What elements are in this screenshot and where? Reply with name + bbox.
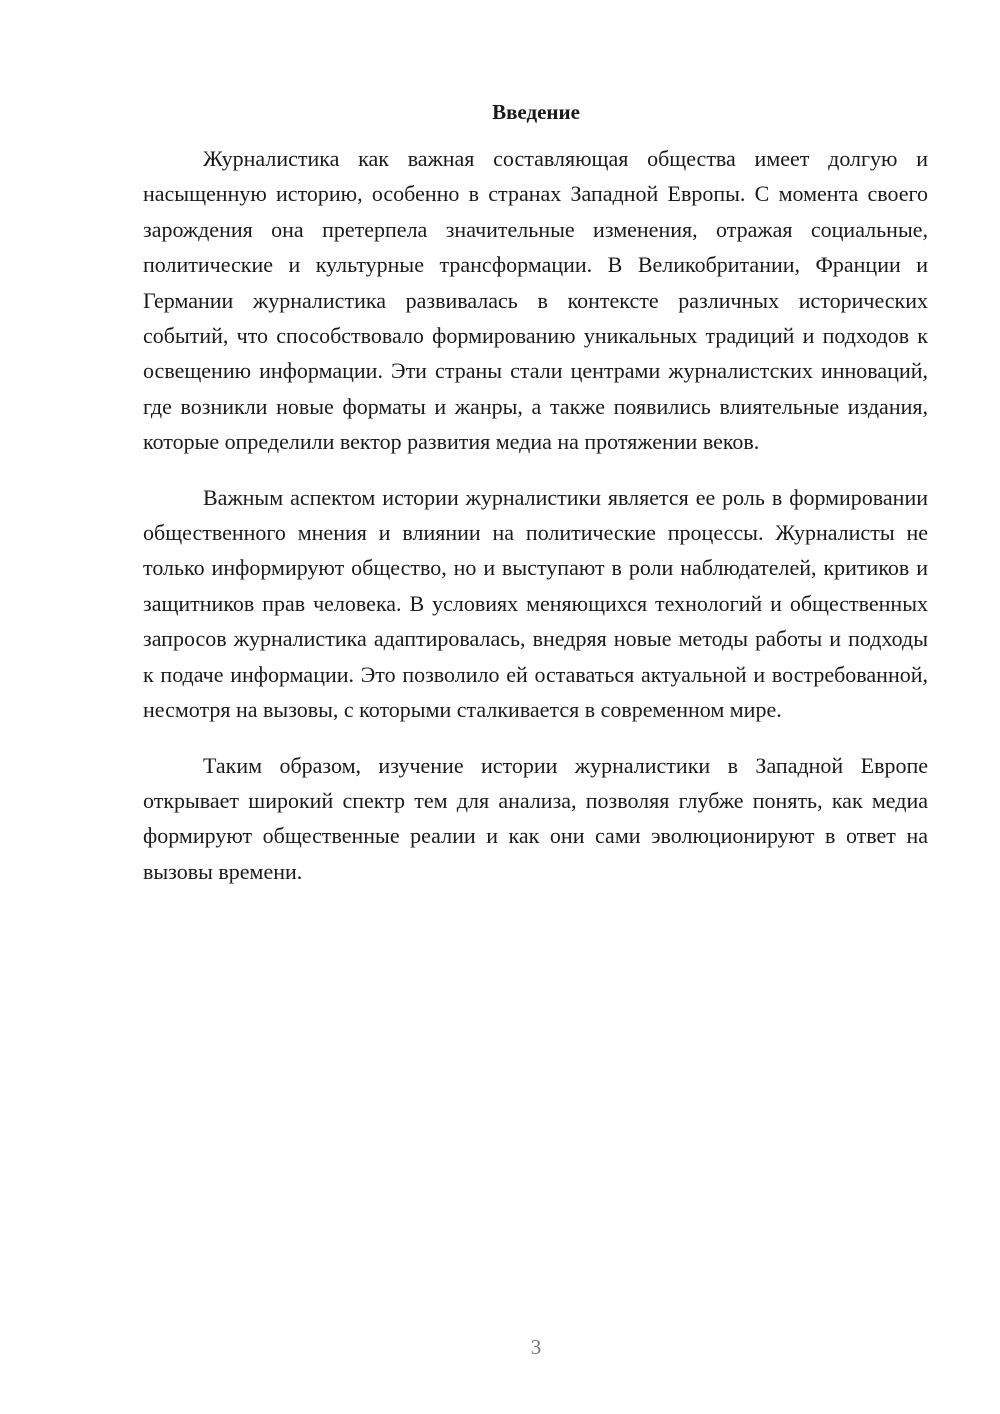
document-body [143, 141, 928, 889]
paragraph-1: Журналистика как важная составляющая общества имеет долгую и насыщенную историю, особенно в странах Западной Европы. С момента своего зарождения она претерпела значительные изменения, отражая социальные, политические и культурные трансформации. В Великобритании, Франции и Германии журналистика развивалась в контексте различных исторических событий, что способствовало формированию уникальных традиций и подходов к освещению информации. Эти страны стали центрами журналистских инноваций, где возникли новые форматы и жанры, а также появились влиятельные издания, которые определили вектор развития медиа на протяжении веков. [143, 146, 928, 455]
page-number: 3 [530, 1335, 542, 1359]
paragraph-3: Таким образом, изучение истории журналистики в Западной Европе открывает широкий спектр тем для анализа, позволяя глубже понять, как медиа формируют общественные реалии и как они сами эволюционируют в ответ на вызовы времени. [143, 752, 928, 884]
page-title: Введение [492, 100, 580, 124]
paragraph-2: Важным аспектом истории журналистики является ее роль в формировании общественного мнения и влиянии на политические процессы. Журналисты не только информируют общество, но и выступают в роли наблюдателей, критиков и защитников прав человека. В условиях меняющихся технологий и общественных запросов журналистика адаптировалась, внедряя новые методы работы и подходы к подаче информации. Это позволило ей оставаться актуальной и востребованной, несмотря на вызовы, с которыми сталкивается в современном мире. [143, 484, 928, 723]
